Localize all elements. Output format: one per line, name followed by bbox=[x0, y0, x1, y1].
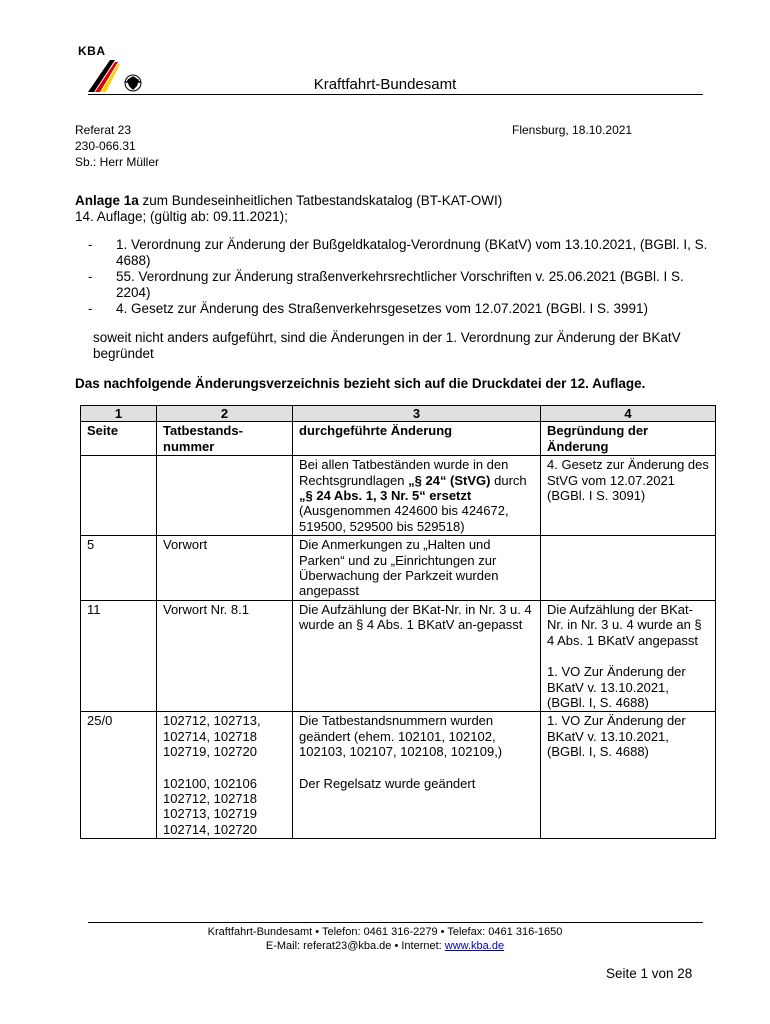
spacer bbox=[547, 648, 709, 664]
column-number: 1 bbox=[81, 406, 157, 422]
table-row bbox=[81, 536, 716, 601]
column-header-offense-number: Tatbestands-nummer bbox=[157, 422, 293, 456]
list-item-text: 1. Verordnung zur Änderung der Bußgeldkatalog-Verordnung (BKatV) vom 13.10.2021, (BGBl. I, S. 4688) bbox=[116, 237, 708, 268]
cell-reason bbox=[541, 600, 716, 711]
sender-block bbox=[75, 122, 159, 170]
page-number: Seite 1 von 28 bbox=[606, 966, 693, 981]
column-number: 3 bbox=[293, 406, 541, 422]
cell-change bbox=[293, 456, 541, 536]
footer-web bbox=[0, 939, 770, 953]
change-text-bold: „§ 24“ (StVG) bbox=[408, 472, 491, 488]
column-header-reason: Begründung der Änderung bbox=[541, 422, 716, 456]
header-divider bbox=[88, 94, 703, 95]
cell-page bbox=[81, 456, 157, 536]
column-number: 4 bbox=[541, 406, 716, 422]
cell-change: Die Aufzählung der BKat-Nr. in Nr. 3 u. 4 wurde an § 4 Abs. 1 BKatV an-gepasst bbox=[293, 600, 541, 711]
spacer bbox=[299, 760, 534, 776]
offense-numbers: 102712, 102713, 102714, 102718 102719, 102720 bbox=[163, 713, 261, 760]
bullet-dash: - bbox=[88, 237, 93, 252]
cell-offense-number: Vorwort bbox=[157, 536, 293, 601]
change-text: Bei allen Tatbeständen wurde in den Rechtsgrundlagen bbox=[299, 457, 509, 488]
annex-description: zum Bundeseinheitlichen Tatbestandskatalog (BT-KAT-OWI) bbox=[138, 193, 503, 208]
change-text-bold: „§ 24 Abs. 1, 3 Nr. 5“ ersetzt bbox=[299, 488, 472, 504]
change-text: durch bbox=[490, 472, 527, 488]
list-item bbox=[88, 237, 708, 269]
cell-reason: 1. VO Zur Änderung der BKatV v. 13.10.2021, (BGBl. I, S. 4688) bbox=[541, 712, 716, 839]
clerk: Sb.: Herr Müller bbox=[75, 155, 160, 169]
website-link[interactable]: www.kba.de bbox=[444, 940, 505, 952]
bullet-dash: - bbox=[88, 301, 93, 316]
file-number: 230-066.31 bbox=[75, 139, 136, 153]
cell-change bbox=[293, 712, 541, 839]
list-item bbox=[88, 301, 708, 317]
column-header-row bbox=[81, 422, 716, 456]
scope-note: soweit nicht anders aufgeführt, sind die Änderungen in der 1. Verordnung zur Änderung der BKatV begründet bbox=[93, 330, 681, 361]
list-item-text: 4. Gesetz zur Änderung des Straßenverkehrsgesetzes vom 12.07.2021 (BGBl. I S. 3991) bbox=[116, 301, 649, 316]
cell-offense-number bbox=[157, 456, 293, 536]
cell-offense-number: Vorwort Nr. 8.1 bbox=[157, 600, 293, 711]
footer-email: E-Mail: referat23@kba.de • Internet: bbox=[265, 940, 445, 952]
change-text: Die Tatbestandsnummern wurden geändert (ehem. 102101, 102102, 102103, 102107, 102108, 102109,) bbox=[299, 713, 503, 760]
change-text: Der Regelsatz wurde geändert bbox=[299, 775, 476, 791]
list-item bbox=[88, 269, 708, 301]
cell-page: 11 bbox=[81, 600, 157, 711]
referat: Referat 23 bbox=[75, 123, 132, 137]
change-text: (Ausgenommen 424600 bis 424672, 519500, 529500 bis 529518) bbox=[299, 503, 509, 534]
table-row bbox=[81, 600, 716, 711]
column-header-change: durchgeführte Änderung bbox=[293, 422, 541, 456]
organization-title: Kraftfahrt-Bundesamt bbox=[313, 76, 457, 93]
spacer bbox=[163, 760, 286, 776]
place-date: Flensburg, 18.10.2021 bbox=[512, 123, 633, 137]
table-row bbox=[81, 712, 716, 839]
footer-divider bbox=[88, 922, 703, 923]
column-number: 2 bbox=[157, 406, 293, 422]
cell-change: Die Anmerkungen zu „Halten und Parken“ und zu „Einrichtungen zur Überwachung der Parkzeit wurden angepasst bbox=[293, 536, 541, 601]
offense-numbers: 102100, 102106 102712, 102718 102713, 102719 102714, 102720 bbox=[163, 775, 257, 837]
bullet-dash: - bbox=[88, 269, 93, 284]
reason-text: 1. VO Zur Änderung der BKatV v. 13.10.2021, (BGBl. I, S. 4688) bbox=[547, 664, 686, 710]
footer-contact: Kraftfahrt-Bundesamt • Telefon: 0461 316-2279 • Telefax: 0461 316-1650 bbox=[207, 926, 563, 938]
annex-label: Anlage 1a bbox=[75, 193, 139, 208]
section-heading: Das nachfolgende Änderungsverzeichnis bezieht sich auf die Druckdatei der 12. Auflage. bbox=[75, 376, 646, 391]
regulation-list bbox=[88, 237, 708, 317]
edition-line: 14. Auflage; (gültig ab: 09.11.2021); bbox=[75, 209, 288, 224]
changes-table bbox=[80, 405, 716, 839]
list-item-text: 55. Verordnung zur Änderung straßenverkehrsrechtlicher Vorschriften v. 25.06.2021 (BGBl. I S. 2204) bbox=[116, 269, 684, 300]
kba-logo-text: KBA bbox=[78, 44, 106, 58]
cell-offense-number bbox=[157, 712, 293, 839]
cell-page: 5 bbox=[81, 536, 157, 601]
cell-reason: 4. Gesetz zur Änderung des StVG vom 12.07.2021 (BGBl. I S. 3091) bbox=[541, 456, 716, 536]
table-row bbox=[81, 456, 716, 536]
column-number-row bbox=[81, 406, 716, 422]
reason-text: Die Aufzählung der BKat-Nr. in Nr. 3 u. 4 wurde an § 4 Abs. 1 BKatV angepasst bbox=[547, 601, 702, 648]
cell-reason bbox=[541, 536, 716, 601]
annex-title bbox=[75, 193, 715, 225]
column-header-page: Seite bbox=[81, 422, 157, 456]
cell-page: 25/0 bbox=[81, 712, 157, 839]
